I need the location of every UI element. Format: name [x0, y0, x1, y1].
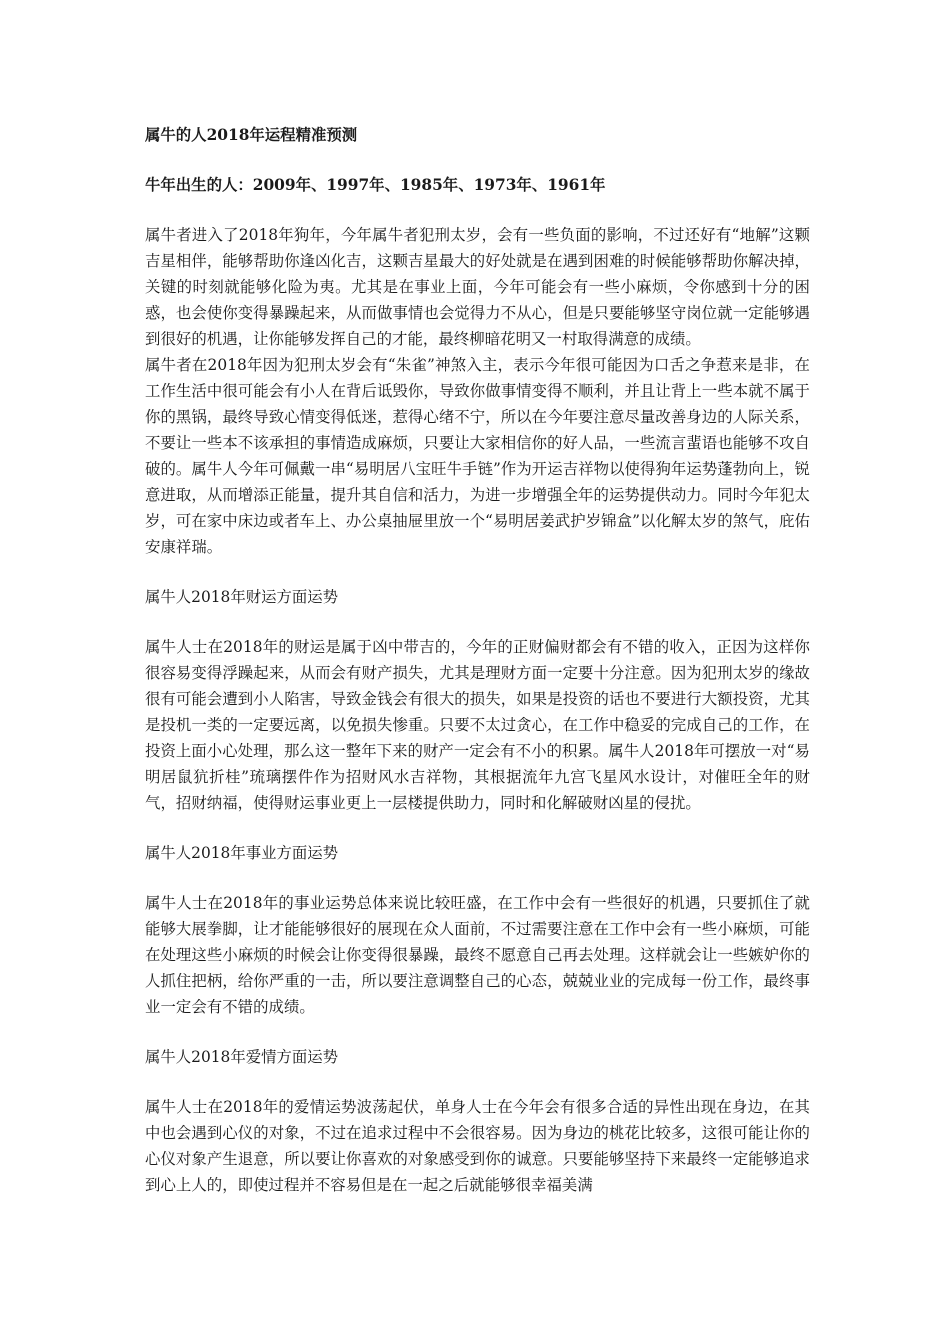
section-heading-career: 属牛人2018年事业方面运势 — [145, 844, 339, 862]
document-content — [145, 122, 810, 1198]
intro-paragraph-2: 属牛者在2018年因为犯刑太岁会有“朱雀”神煞入主，表示今年很可能因为口舌之争惹来是非，在工作生活中很可能会有小人在背后诋毁你，导致你做事情变得不顺利，并且让背上一些本就不属于你的黑锅，最终导致心情变得低迷，惹得心绪不宁，所以在今年要注意尽量改善身边的人际关系，不要让一些本不该承担的事情造成麻烦，只要让大家相信你的好人品，一些流言蜚语也能够不攻自破的。属牛人今年可佩戴一串“易明居八宝旺牛手链”作为开运吉祥物以使得狗年运势蓬勃向上，锐意进取，从而增添正能量，提升其自信和活力，为进一步增强全年的运势提供动力。同时今年犯太岁，可在家中床边或者车上、办公桌抽屉里放一个“易明居姜武护岁锦盒”以化解太岁的煞气，庇佑安康祥瑞。 — [145, 356, 810, 556]
intro-paragraph-1: 属牛者进入了2018年狗年，今年属牛者犯刑太岁，会有一些负面的影响，不过还好有“地解”这颗吉星相伴，能够帮助你逢凶化吉，这颗吉星最大的好处就是在遇到困难的时候能够帮助你解决掉，关键的时刻就能够化险为夷。尤其是在事业上面，今年可能会有一些小麻烦，令你感到十分的困惑，也会使你变得暴躁起来，从而做事情也会觉得力不从心，但是只要能够坚守岗位就一定能够遇到很好的机遇，让你能够发挥自己的才能，最终柳暗花明又一村取得满意的成绩。 — [145, 226, 810, 348]
document-title: 属牛的人2018年运程精准预测 — [145, 126, 358, 144]
birth-years-line: 牛年出生的人：2009年、1997年、1985年、1973年、1961年 — [145, 176, 606, 194]
section-body-wealth: 属牛人士在2018年的财运是属于凶中带吉的，今年的正财偏财都会有不错的收入，正因为这样你很容易变得浮躁起来，从而会有财产损失，尤其是理财方面一定要十分注意。因为犯刑太岁的缘故很有可能会遭到小人陷害，导致金钱会有很大的损失，如果是投资的话也不要进行大额投资，尤其是投机一类的一定要远离，以免损失惨重。只要不太过贪心，在工作中稳妥的完成自己的工作，在投资上面小心处理，那么这一整年下来的财产一定会有不小的积累。属牛人2018年可摆放一对“易明居鼠犺折桂”琉璃摆件作为招财风水吉祥物，其根据流年九宫飞星风水设计，对催旺全年的财气，招财纳福，使得财运事业更上一层楼提供助力，同时和化解破财凶星的侵扰。 — [145, 638, 810, 812]
section-heading-love: 属牛人2018年爱情方面运势 — [145, 1048, 339, 1066]
section-heading-wealth: 属牛人2018年财运方面运势 — [145, 588, 339, 606]
section-body-love: 属牛人士在2018年的爱情运势波荡起伏，单身人士在今年会有很多合适的异性出现在身边，在其中也会遇到心仪的对象，不过在追求过程中不会很容易。因为身边的桃花比较多，这很可能让你的心仪对象产生退意，所以要让你喜欢的对象感受到你的诚意。只要能够坚持下来最终一定能够追求到心上人的，即使过程并不容易但是在一起之后就能够很幸福美满 — [145, 1098, 810, 1194]
section-body-career: 属牛人士在2018年的事业运势总体来说比较旺盛，在工作中会有一些很好的机遇，只要抓住了就能够大展拳脚，让才能能够很好的展现在众人面前，不过需要注意在工作中会有一些小麻烦，可能在处理这些小麻烦的时候会让你变得很暴躁，最终不愿意自己再去处理。这样就会让一些嫉妒你的人抓住把柄，给你严重的一击，所以要注意调整自己的心态，兢兢业业的完成每一份工作，最终事业一定会有不错的成绩。 — [145, 894, 810, 1016]
